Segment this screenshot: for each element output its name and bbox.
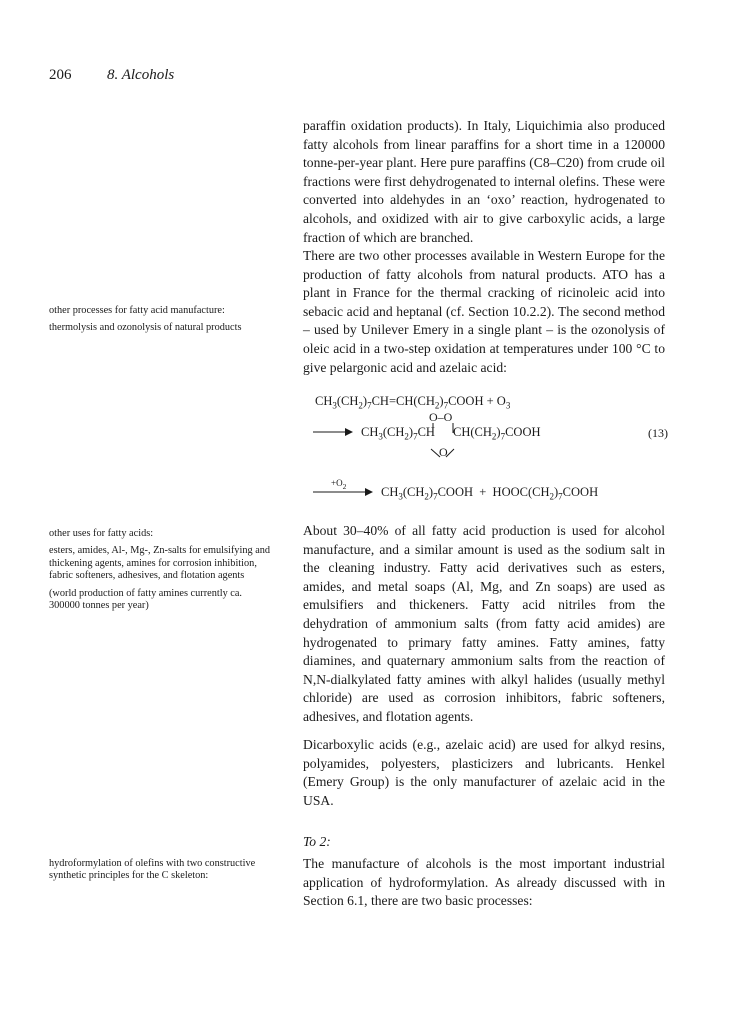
products-formula: $CH_3(CH_2)_7COOH$ + $HOOC(CH_2)_7COOH$ [381,485,599,502]
paragraph-2: There are two other processes available in Western Europe for the production of fatty alcohols from natural products. ATO has a plant in France for the thermal cracking of ricinoleic acid into sebacic acid and heptanal (cf. Section 10.2.2). The second method – used by Unilever Emery in a single plant – is the ozonolysis of oleic acid in a two-step oxidation at temperatures under 100 °C to give pelargonic acid and azelaic acid: [303,248,665,375]
ozonide-right: $CH(CH_2)_7COOH$ [453,425,541,442]
oleic-acid-formula: $CH_3(CH_2)_7CH=CH(CH_2)_7COOH + O_3$ [315,394,511,411]
margin-note-1-heading: other processes for fatty acid manufacture: [49,305,225,316]
ozonide-left: $CH_3(CH_2)_7CH$ [361,425,435,442]
paragraph-5: The manufacture of alcohols is the most important industrial application of hydroformylation. As already discussed with in Section 6.1, there are two basic processes: [303,856,665,909]
ozonide-bridge-o: O [439,445,448,459]
margin-note-3-body: hydroformylation of olefins with two constructive synthetic principles for the C skeleton: [49,858,256,882]
reaction-arrow-1 [313,426,353,438]
margin-note-2-body: esters, amides, Al-, Mg-, Zn-salts for emulsifying and thickening agents, amines for corrosion inhibition, fabric softeners, adhesives, and flotation agents [49,545,271,582]
paragraph-1: paraffin oxidation products). In Italy, Liquichimia also produced fatty alcohols from linear paraffins for a short time in a 120000 tonne-per-year plant. Here pure paraffins (C8–C20) from crude oil fractions were first dehydrogenated to internal olefins. These were converted into aldehydes in an ‘oxo’ reaction, hydrogenated to alcohols, and oxidized with air to give carboxylic acids, a large fraction of which are branched. [303,118,665,245]
reaction-arrow-2 [313,486,373,498]
reagent-label: $+O_2$ [331,478,347,491]
section-heading: To 2: [303,834,331,849]
margin-note-3 [49,858,274,888]
margin-note-1 [49,305,274,340]
reaction-equation-13 [303,390,703,510]
margin-note-2-heading: other uses for fatty acids: [49,528,154,539]
equation-number: (13) [648,426,668,440]
margin-note-2 [49,528,274,617]
margin-note-2-production: (world production of fatty amines currently ca. 300000 tonnes per year) [49,587,243,612]
page-number: 206 [49,67,72,83]
ozonide-oo: O–O [429,410,453,424]
paragraph-4: Dicarboxylic acids (e.g., azelaic acid) are used for alkyd resins, polyamides, polyesters, plasticizers and lubricants. Henkel (Emery Group) is the only manufacturer of azelaic acid in the USA. [303,737,665,808]
paragraph-3: About 30–40% of all fatty acid production is used for alcohol manufacture, and a similar amount is used as the sodium salt in the cleaning industry. Fatty acid derivatives such as esters, amides, and metal soaps (Al, Mg, and Zn soaps) are used as emulsifiers and thickeners. Fatty acid nitriles from the dehydration of ammonium salts (from fatty acid amides) are hydrogenated to primary fatty amines. Fatty amines, fatty diamines, and quaternary ammonium salts from the reaction of N,N-dialkylated fatty amines with alkyl halides (usually methyl chloride) are used as corrosion inhibitors, fabric softeners, adhesives, and flotation agents. [303,523,665,724]
chapter-title: 8. Alcohols [107,67,175,83]
margin-note-1-body: thermolysis and ozonolysis of natural products [49,322,242,334]
